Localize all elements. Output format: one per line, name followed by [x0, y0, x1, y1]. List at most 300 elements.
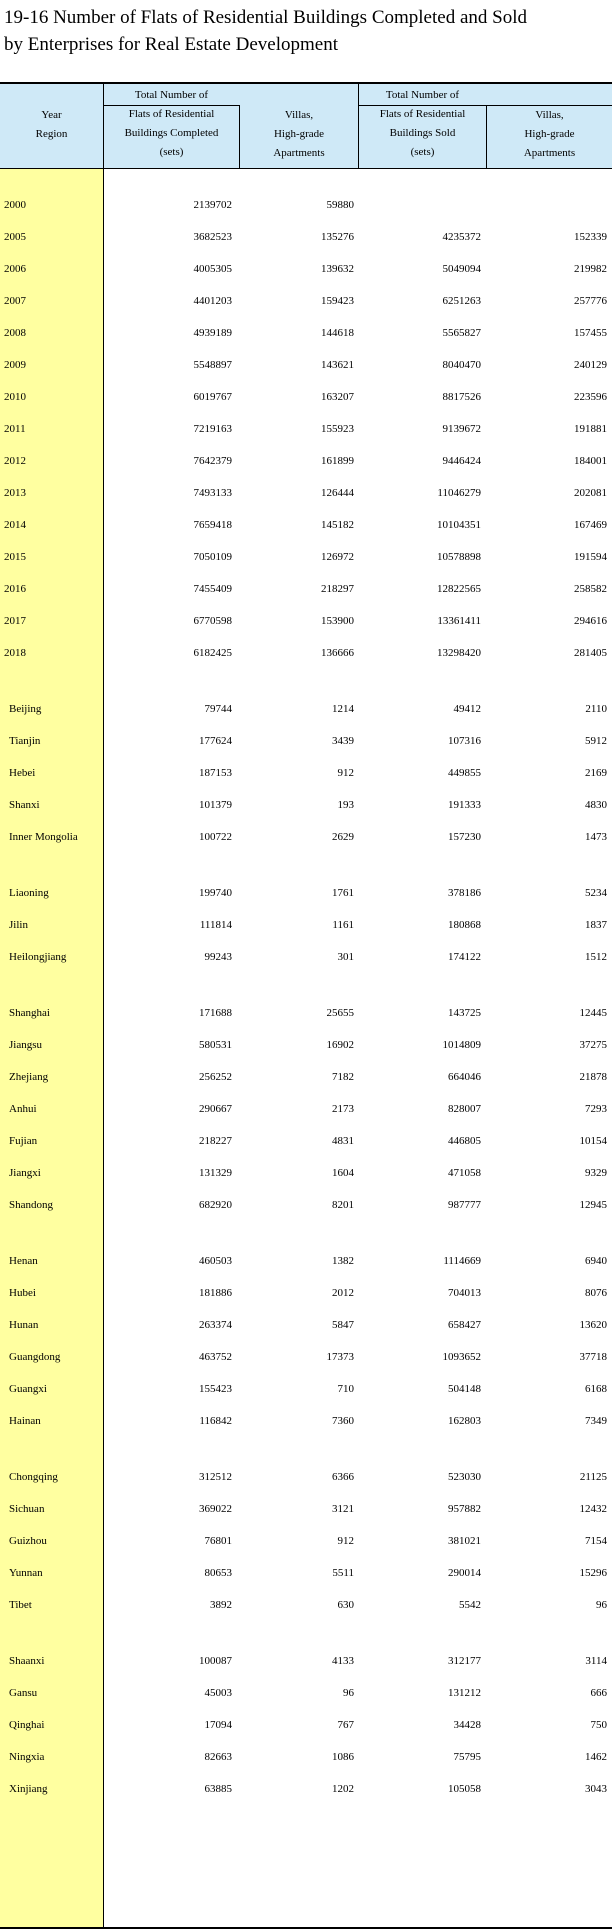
- table-row-region: [0, 1714, 612, 1736]
- row-value-c1: 7219163: [193, 423, 232, 435]
- row-value-c3: 9446424: [442, 455, 481, 467]
- row-label: Heilongjiang: [9, 951, 67, 963]
- row-value-c1: 177624: [199, 735, 232, 747]
- row-value-c3: 157230: [448, 831, 481, 843]
- row-value-c3: 312177: [448, 1655, 481, 1667]
- row-value-c1: 100087: [199, 1655, 232, 1667]
- row-value-c3: 75795: [453, 1751, 481, 1763]
- row-label: Jiangxi: [9, 1167, 41, 1179]
- row-value-c4: 2110: [585, 703, 607, 715]
- row-value-c4: 240129: [574, 359, 607, 371]
- row-value-c4: 184001: [574, 455, 607, 467]
- row-label: 2016: [4, 583, 26, 595]
- row-value-c1: 2139702: [193, 199, 232, 211]
- row-value-c2: 59880: [326, 199, 354, 211]
- row-value-c3: 12822565: [437, 583, 481, 595]
- row-value-c2: 16902: [326, 1039, 354, 1051]
- row-value-c4: 96: [596, 1599, 607, 1611]
- row-value-c1: 199740: [199, 887, 232, 899]
- row-value-c3: 664046: [448, 1071, 481, 1083]
- row-value-c2: 1761: [332, 887, 354, 899]
- row-label: Shandong: [9, 1199, 53, 1211]
- row-value-c2: 1214: [332, 703, 354, 715]
- header-sold-villas: [487, 106, 612, 163]
- row-value-c4: 157455: [574, 327, 607, 339]
- row-value-c1: 116842: [199, 1415, 232, 1427]
- table-row-region: [0, 1194, 612, 1216]
- table-row-region: [0, 1282, 612, 1304]
- row-label: 2012: [4, 455, 26, 467]
- table-row-year: [0, 642, 612, 664]
- row-value-c3: 378186: [448, 887, 481, 899]
- row-value-c3: 1093652: [442, 1351, 481, 1363]
- row-value-c4: 258582: [574, 583, 607, 595]
- row-value-c3: 9139672: [442, 423, 481, 435]
- title-line-1: 19-16 Number of Flats of Residential Buildings Completed and Sold: [4, 7, 527, 28]
- row-label: Anhui: [9, 1103, 37, 1115]
- table-row-year: [0, 610, 612, 632]
- table-row-region: [0, 946, 612, 968]
- row-value-c3: 13298420: [437, 647, 481, 659]
- row-value-c1: 460503: [199, 1255, 232, 1267]
- table-row-region: [0, 1346, 612, 1368]
- row-value-c1: 4005305: [193, 263, 232, 275]
- row-value-c2: 126444: [321, 487, 354, 499]
- table-row-region: [0, 1594, 612, 1616]
- row-label: 2007: [4, 295, 26, 307]
- row-label: Guangxi: [9, 1383, 47, 1395]
- row-label: Jiangsu: [9, 1039, 42, 1051]
- row-value-c2: 4831: [332, 1135, 354, 1147]
- row-value-c1: 80653: [204, 1567, 232, 1579]
- row-value-c3: 174122: [448, 951, 481, 963]
- row-value-c1: 99243: [204, 951, 232, 963]
- row-value-c4: 1512: [585, 951, 607, 963]
- row-value-c1: 111814: [199, 919, 232, 931]
- row-value-c4: 5234: [585, 887, 607, 899]
- row-value-c1: 155423: [199, 1383, 232, 1395]
- row-value-c3: 143725: [448, 1007, 481, 1019]
- row-value-c3: 10104351: [437, 519, 481, 531]
- row-label: Hainan: [9, 1415, 41, 1427]
- row-value-c2: 630: [337, 1599, 354, 1611]
- header-sold-villas-line3: Apartments: [523, 147, 576, 159]
- row-value-c4: 191881: [574, 423, 607, 435]
- header-sold-total-line2: Buildings Sold: [389, 127, 456, 139]
- row-value-c2: 159423: [321, 295, 354, 307]
- row-label: 2018: [4, 647, 26, 659]
- row-value-c2: 136666: [321, 647, 354, 659]
- header-completed-total-line1: Flats of Residential: [128, 108, 215, 120]
- row-label: 2006: [4, 263, 26, 275]
- table-row-region: [0, 1034, 612, 1056]
- header-region: Region: [35, 128, 68, 140]
- row-value-c1: 682920: [199, 1199, 232, 1211]
- header-completed-group: Total Number of: [134, 89, 209, 101]
- row-value-c2: 153900: [321, 615, 354, 627]
- row-label: 2005: [4, 231, 26, 243]
- table-row-region: [0, 1162, 612, 1184]
- header-completed-villas-line2: High-grade: [273, 128, 325, 140]
- row-value-c4: 15296: [579, 1567, 607, 1579]
- table-row-region: [0, 1498, 612, 1520]
- row-value-c4: 8076: [585, 1287, 607, 1299]
- row-value-c2: 143621: [321, 359, 354, 371]
- row-value-c1: 6770598: [193, 615, 232, 627]
- header-divider-2: [358, 84, 359, 168]
- row-label: Yunnan: [9, 1567, 43, 1579]
- row-value-c4: 9329: [585, 1167, 607, 1179]
- table-row-region: [0, 1098, 612, 1120]
- row-value-c4: 12945: [579, 1199, 607, 1211]
- header-sold-total-line1: Flats of Residential: [379, 108, 466, 120]
- row-value-c2: 218297: [321, 583, 354, 595]
- table-row-year: [0, 482, 612, 504]
- table-row-year: [0, 386, 612, 408]
- title-line-2: by Enterprises for Real Estate Development: [4, 34, 338, 55]
- table-row-region: [0, 1650, 612, 1672]
- row-value-c1: 7642379: [193, 455, 232, 467]
- row-value-c1: 187153: [199, 767, 232, 779]
- row-label: Hunan: [9, 1319, 39, 1331]
- row-value-c3: 5542: [459, 1599, 481, 1611]
- row-label: 2017: [4, 615, 26, 627]
- row-value-c4: 1462: [585, 1751, 607, 1763]
- row-value-c4: 7293: [585, 1103, 607, 1115]
- row-value-c4: 21878: [579, 1071, 607, 1083]
- row-value-c3: 10578898: [437, 551, 481, 563]
- row-value-c3: 8817526: [442, 391, 481, 403]
- row-value-c4: 37275: [579, 1039, 607, 1051]
- table-row-year: [0, 546, 612, 568]
- row-label: Chongqing: [9, 1471, 58, 1483]
- table-row-year: [0, 514, 612, 536]
- row-value-c3: 504148: [448, 1383, 481, 1395]
- row-label: 2009: [4, 359, 26, 371]
- table-row-region: [0, 698, 612, 720]
- row-value-c4: 6940: [585, 1255, 607, 1267]
- row-value-c2: 96: [343, 1687, 354, 1699]
- row-value-c3: 5049094: [442, 263, 481, 275]
- table-row-region: [0, 1314, 612, 1336]
- row-label: Shanxi: [9, 799, 40, 811]
- table-row-region: [0, 1530, 612, 1552]
- row-value-c1: 7455409: [193, 583, 232, 595]
- table-row-region: [0, 1682, 612, 1704]
- row-value-c3: 828007: [448, 1103, 481, 1115]
- row-value-c2: 145182: [321, 519, 354, 531]
- table-row-region: [0, 730, 612, 752]
- row-value-c4: 37718: [579, 1351, 607, 1363]
- row-value-c2: 135276: [321, 231, 354, 243]
- row-label: Gansu: [9, 1687, 38, 1699]
- row-value-c4: 294616: [574, 615, 607, 627]
- row-value-c4: 21125: [579, 1471, 607, 1483]
- table-row-region: [0, 826, 612, 848]
- row-value-c3: 8040470: [442, 359, 481, 371]
- header-sold-total: [359, 86, 486, 162]
- row-value-c3: 658427: [448, 1319, 481, 1331]
- row-value-c4: 281405: [574, 647, 607, 659]
- table-row-region: [0, 1130, 612, 1152]
- row-value-c4: 10154: [579, 1135, 607, 1147]
- row-value-c2: 1202: [332, 1783, 354, 1795]
- table-row-region: [0, 1746, 612, 1768]
- row-value-c1: 45003: [204, 1687, 232, 1699]
- row-label: Fujian: [9, 1135, 38, 1147]
- data-table: [0, 82, 612, 1929]
- table-row-region: [0, 1410, 612, 1432]
- row-value-c3: 446805: [448, 1135, 481, 1147]
- row-value-c1: 4401203: [193, 295, 232, 307]
- row-value-c3: 34428: [453, 1719, 481, 1731]
- header-completed-total-line2: Buildings Completed: [124, 127, 219, 139]
- row-label: Liaoning: [9, 887, 49, 899]
- table-row-year: [0, 354, 612, 376]
- row-label: Sichuan: [9, 1503, 45, 1515]
- row-value-c2: 1382: [332, 1255, 354, 1267]
- row-value-c3: 131212: [448, 1687, 481, 1699]
- table-row-region: [0, 1066, 612, 1088]
- row-value-c2: 8201: [332, 1199, 354, 1211]
- row-label: Tianjin: [9, 735, 41, 747]
- row-value-c4: 666: [590, 1687, 607, 1699]
- row-value-c2: 3439: [332, 735, 354, 747]
- row-value-c4: 6168: [585, 1383, 607, 1395]
- row-value-c2: 912: [337, 1535, 354, 1547]
- row-value-c2: 2629: [332, 831, 354, 843]
- row-value-c3: 49412: [453, 703, 481, 715]
- row-value-c1: 76801: [204, 1535, 232, 1547]
- row-value-c2: 161899: [321, 455, 354, 467]
- row-value-c3: 6251263: [442, 295, 481, 307]
- row-label: 2010: [4, 391, 26, 403]
- row-value-c1: 218227: [199, 1135, 232, 1147]
- row-value-c4: 13620: [579, 1319, 607, 1331]
- table-row-region: [0, 1778, 612, 1800]
- row-value-c3: 704013: [448, 1287, 481, 1299]
- row-value-c4: 4830: [585, 799, 607, 811]
- row-value-c1: 5548897: [193, 359, 232, 371]
- row-value-c1: 6182425: [193, 647, 232, 659]
- table-row-year: [0, 322, 612, 344]
- row-label: Jilin: [9, 919, 28, 931]
- row-value-c2: 193: [337, 799, 354, 811]
- row-value-c1: 3682523: [193, 231, 232, 243]
- row-value-c2: 139632: [321, 263, 354, 275]
- header-sold-group: Total Number of: [385, 89, 460, 101]
- row-value-c1: 7493133: [193, 487, 232, 499]
- row-value-c3: 105058: [448, 1783, 481, 1795]
- row-value-c3: 13361411: [437, 615, 481, 627]
- table-row-year: [0, 418, 612, 440]
- row-value-c1: 7050109: [193, 551, 232, 563]
- row-value-c1: 101379: [199, 799, 232, 811]
- row-value-c1: 7659418: [193, 519, 232, 531]
- row-value-c2: 25655: [326, 1007, 354, 1019]
- row-value-c2: 5511: [332, 1567, 354, 1579]
- header-sold-villas-line1: Villas,: [535, 109, 564, 121]
- row-value-c4: 152339: [574, 231, 607, 243]
- row-value-c4: 7154: [585, 1535, 607, 1547]
- header-completed-total: [104, 86, 239, 162]
- row-value-c1: 100722: [199, 831, 232, 843]
- row-value-c3: 107316: [448, 735, 481, 747]
- header-stub: [0, 106, 103, 144]
- row-value-c4: 7349: [585, 1415, 607, 1427]
- row-value-c2: 2173: [332, 1103, 354, 1115]
- row-value-c2: 710: [337, 1383, 354, 1395]
- row-value-c3: 162803: [448, 1415, 481, 1427]
- row-label: 2008: [4, 327, 26, 339]
- row-value-c1: 181886: [199, 1287, 232, 1299]
- row-value-c4: 202081: [574, 487, 607, 499]
- row-label: Qinghai: [9, 1719, 45, 1731]
- row-value-c1: 256252: [199, 1071, 232, 1083]
- row-value-c3: 11046279: [437, 487, 481, 499]
- row-value-c3: 381021: [448, 1535, 481, 1547]
- row-value-c4: 12432: [579, 1503, 607, 1515]
- row-value-c2: 2012: [332, 1287, 354, 1299]
- table-row-region: [0, 1002, 612, 1024]
- row-value-c4: 191594: [574, 551, 607, 563]
- table-row-region: [0, 1562, 612, 1584]
- row-value-c4: 223596: [574, 391, 607, 403]
- table-row-year: [0, 194, 612, 216]
- table-row-region: [0, 1466, 612, 1488]
- header-sold-total-line3: (sets): [410, 146, 435, 158]
- header-completed-total-line3: (sets): [159, 146, 184, 158]
- header-year: Year: [41, 109, 62, 121]
- table-row-region: [0, 914, 612, 936]
- table-row-region: [0, 794, 612, 816]
- row-label: Zhejiang: [9, 1071, 49, 1083]
- header-completed-villas-line1: Villas,: [284, 109, 314, 121]
- row-value-c2: 4133: [332, 1655, 354, 1667]
- row-value-c1: 131329: [199, 1167, 232, 1179]
- row-value-c3: 957882: [448, 1503, 481, 1515]
- row-value-c3: 4235372: [442, 231, 481, 243]
- row-value-c1: 6019767: [193, 391, 232, 403]
- row-value-c3: 1114669: [443, 1255, 481, 1267]
- row-value-c3: 191333: [448, 799, 481, 811]
- row-value-c4: 750: [590, 1719, 607, 1731]
- row-value-c4: 5912: [585, 735, 607, 747]
- row-label: Shanghai: [9, 1007, 50, 1019]
- row-value-c2: 301: [337, 951, 354, 963]
- table-row-region: [0, 882, 612, 904]
- row-value-c1: 312512: [199, 1471, 232, 1483]
- row-label: Tibet: [9, 1599, 32, 1611]
- row-value-c1: 79744: [204, 703, 232, 715]
- row-value-c4: 2169: [585, 767, 607, 779]
- row-value-c2: 1604: [332, 1167, 354, 1179]
- table-header: [0, 84, 612, 168]
- row-value-c1: 3892: [210, 1599, 232, 1611]
- row-value-c2: 126972: [321, 551, 354, 563]
- row-value-c3: 290014: [448, 1567, 481, 1579]
- row-value-c1: 82663: [204, 1751, 232, 1763]
- row-label: Guizhou: [9, 1535, 47, 1547]
- row-value-c1: 171688: [199, 1007, 232, 1019]
- row-value-c1: 63885: [204, 1783, 232, 1795]
- row-value-c4: 257776: [574, 295, 607, 307]
- row-label: 2000: [4, 199, 26, 211]
- row-label: Hubei: [9, 1287, 36, 1299]
- table-row-year: [0, 578, 612, 600]
- row-value-c2: 144618: [321, 327, 354, 339]
- row-value-c1: 463752: [199, 1351, 232, 1363]
- page-title: [4, 4, 608, 58]
- row-value-c1: 263374: [199, 1319, 232, 1331]
- row-label: 2013: [4, 487, 26, 499]
- row-label: 2014: [4, 519, 26, 531]
- row-value-c2: 5847: [332, 1319, 354, 1331]
- row-value-c4: 1837: [585, 919, 607, 931]
- row-value-c2: 7182: [332, 1071, 354, 1083]
- row-label: Hebei: [9, 767, 36, 779]
- row-value-c4: 1473: [585, 831, 607, 843]
- row-value-c1: 580531: [199, 1039, 232, 1051]
- row-value-c2: 155923: [321, 423, 354, 435]
- row-value-c2: 767: [337, 1719, 354, 1731]
- row-label: Guangdong: [9, 1351, 61, 1363]
- row-value-c2: 163207: [321, 391, 354, 403]
- row-value-c1: 4939189: [193, 327, 232, 339]
- row-value-c4: 3043: [585, 1783, 607, 1795]
- table-row-year: [0, 226, 612, 248]
- table-row-year: [0, 290, 612, 312]
- row-value-c3: 523030: [448, 1471, 481, 1483]
- header-divider-1: [239, 105, 240, 168]
- row-value-c3: 1014809: [442, 1039, 481, 1051]
- header-completed-villas-line3: Apartments: [273, 147, 325, 159]
- row-value-c2: 6366: [332, 1471, 354, 1483]
- table-row-year: [0, 258, 612, 280]
- row-label: 2011: [4, 423, 26, 435]
- row-value-c1: 17094: [204, 1719, 232, 1731]
- row-value-c4: 219982: [574, 263, 607, 275]
- row-value-c3: 5565827: [442, 327, 481, 339]
- table-row-region: [0, 762, 612, 784]
- row-label: Inner Mongolia: [9, 831, 78, 843]
- row-value-c2: 1086: [332, 1751, 354, 1763]
- table-row-region: [0, 1250, 612, 1272]
- row-value-c2: 17373: [326, 1351, 354, 1363]
- header-sold-villas-line2: High-grade: [524, 128, 575, 140]
- row-value-c3: 180868: [448, 919, 481, 931]
- header-completed-villas: [240, 106, 358, 163]
- row-value-c1: 369022: [199, 1503, 232, 1515]
- row-value-c2: 912: [337, 767, 354, 779]
- table-row-year: [0, 450, 612, 472]
- row-label: Beijing: [9, 703, 42, 715]
- row-value-c1: 290667: [199, 1103, 232, 1115]
- row-value-c2: 1161: [332, 919, 354, 931]
- row-label: Xinjiang: [9, 1783, 48, 1795]
- row-value-c3: 449855: [448, 767, 481, 779]
- header-divider-3: [486, 105, 487, 168]
- row-value-c3: 471058: [448, 1167, 481, 1179]
- row-value-c4: 167469: [574, 519, 607, 531]
- row-label: 2015: [4, 551, 26, 563]
- row-value-c4: 12445: [579, 1007, 607, 1019]
- row-label: Ningxia: [9, 1751, 45, 1763]
- row-label: Henan: [9, 1255, 38, 1267]
- row-value-c2: 7360: [332, 1415, 354, 1427]
- row-value-c4: 3114: [585, 1655, 607, 1667]
- table-row-region: [0, 1378, 612, 1400]
